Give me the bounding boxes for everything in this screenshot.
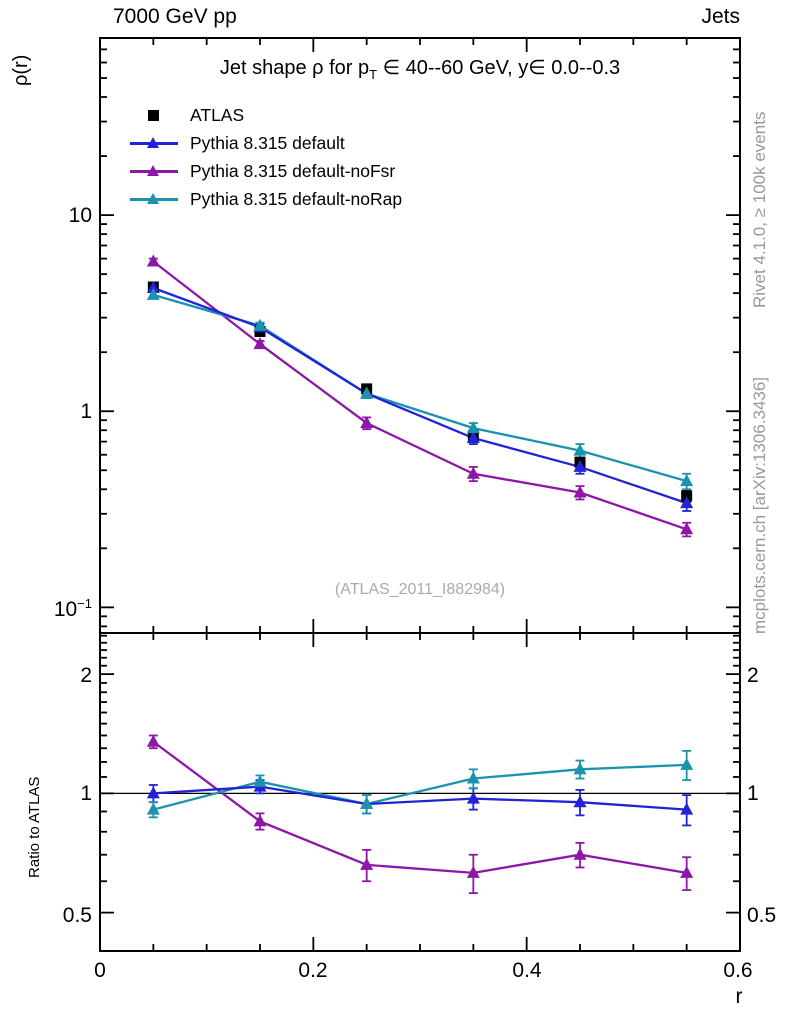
norap-marker-cell bbox=[129, 185, 179, 213]
legend-item-norap bbox=[129, 185, 402, 213]
plot-title-text-2: ∈ 40--60 GeV, y∈ 0.0--0.3 bbox=[377, 57, 621, 79]
rivet-version-label: Rivet 4.1.0, ≥ 100k events bbox=[750, 111, 769, 308]
process-label: Jets bbox=[701, 5, 740, 28]
x-axis-label: r bbox=[735, 985, 743, 1008]
analysis-watermark: (ATLAS_2011_I882984) bbox=[334, 581, 506, 598]
ratio-tick-label-0p5-left: 0.5 bbox=[62, 904, 92, 927]
triangle-marker-icon bbox=[147, 165, 159, 176]
y-tick-exp-base: 10 bbox=[53, 598, 78, 621]
ratio-tick-label-2-left: 2 bbox=[80, 664, 92, 687]
atlas-marker-cell bbox=[129, 101, 179, 129]
beam-info-label: 7000 GeV pp bbox=[113, 5, 237, 28]
legend-label: Pythia 8.315 default-noFsr bbox=[190, 160, 396, 181]
legend-item-nofsr bbox=[129, 157, 402, 185]
legend-label: Pythia 8.315 default bbox=[190, 132, 345, 153]
plot-title-text: Jet shape ρ for p bbox=[219, 57, 370, 79]
ratio-tick-label-1-right: 1 bbox=[747, 782, 759, 805]
ratio-tick-label-1-left: 1 bbox=[80, 782, 92, 805]
y-axis-label-main: ρ(r) bbox=[10, 54, 32, 86]
nofsr-marker-cell bbox=[129, 157, 179, 185]
ratio-tick-label-2-right: 2 bbox=[747, 664, 759, 687]
plot-title bbox=[100, 55, 740, 82]
y-tick-label-1: 1 bbox=[80, 400, 92, 423]
y-tick-exp-sup: −1 bbox=[77, 596, 92, 611]
square-marker-icon bbox=[148, 110, 159, 121]
x-tick-label-0: 0 bbox=[94, 959, 106, 982]
default-marker-cell bbox=[129, 129, 179, 157]
legend bbox=[129, 101, 402, 213]
legend-label: ATLAS bbox=[190, 104, 245, 125]
legend-item-atlas bbox=[129, 101, 402, 129]
y-tick-label-0p1 bbox=[30, 596, 92, 622]
plot-title-subscript: T bbox=[369, 67, 378, 82]
y-axis-label-ratio: Ratio to ATLAS bbox=[26, 776, 43, 878]
y-tick-label-10: 10 bbox=[68, 204, 92, 227]
legend-label: Pythia 8.315 default-noRap bbox=[190, 188, 403, 209]
x-tick-label-0p4: 0.4 bbox=[512, 959, 542, 982]
triangle-marker-icon bbox=[147, 137, 159, 148]
triangle-marker-icon bbox=[147, 193, 159, 204]
x-tick-label-0p6: 0.6 bbox=[723, 959, 753, 982]
x-tick-label-0p2: 0.2 bbox=[298, 959, 328, 982]
legend-item-default bbox=[129, 129, 402, 157]
ratio-tick-label-0p5-right: 0.5 bbox=[747, 904, 777, 927]
mcplots-arxiv-label: mcplots.cern.ch [arXiv:1306.3436] bbox=[750, 376, 769, 634]
